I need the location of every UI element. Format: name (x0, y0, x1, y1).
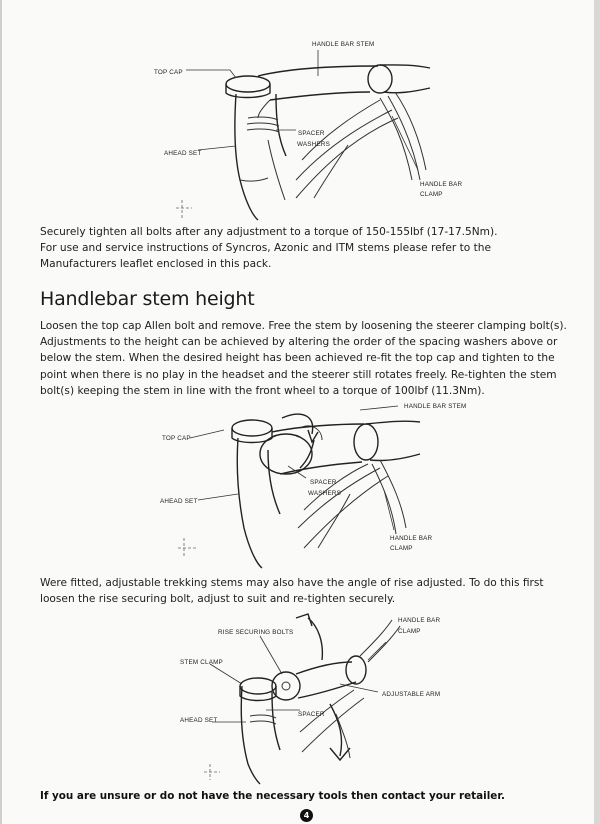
retailer-warning: If you are unsure or do not have the necessary tools then contact your retailer. (40, 790, 505, 802)
label-handle-bar: HANDLE BAR (420, 181, 463, 188)
label-handle-bar: HANDLE BAR (398, 617, 441, 624)
figure-adjustable-stem (0, 612, 600, 784)
label-washers: WASHERS (297, 141, 331, 148)
label-top-cap: TOP CAP (154, 69, 183, 76)
label-clamp: CLAMP (398, 628, 421, 635)
figure-stem-exploded (0, 30, 600, 220)
torque-sentence: Securely tighten all bolts after any adjustment to a torque of 150-155lbf (17-17.5Nm). (40, 226, 498, 238)
label-rise-securing-bolts: RISE SECURING BOLTS (218, 629, 294, 636)
page-number-badge: 4 (300, 809, 313, 822)
label-top-cap: TOP CAP (162, 435, 191, 442)
figure-stem-height (0, 398, 600, 568)
trekking-text: Were fitted, adjustable trekking stems may also have the angle of rise adjusted. To do this first loosen the rise securing bolt, adjust to suit and re-tighten securely. (40, 577, 544, 606)
label-clamp: CLAMP (420, 191, 443, 198)
label-adjustable-arm: ADJUSTABLE ARM (382, 691, 441, 698)
intro-text (40, 224, 570, 273)
label-stem-clamp: STEM CLAMP (180, 659, 223, 666)
label-clamp: CLAMP (390, 545, 413, 552)
manufacturers-sentence: For use and service instructions of Syncros, Azonic and ITM stems please refer to the Manufacturers leaflet enclosed in this pack. (40, 242, 492, 271)
label-handle-bar-stem: HANDLE BAR STEM (312, 41, 375, 48)
label-handle-bar-stem: HANDLE BAR STEM (404, 403, 467, 410)
label-ahead-set: AHEAD SET (160, 498, 198, 505)
label-ahead-set: AHEAD SET (180, 717, 218, 724)
label-spacer: SPACER (310, 479, 337, 486)
label-ahead-set: AHEAD SET (164, 150, 202, 157)
label-handle-bar: HANDLE BAR (390, 535, 433, 542)
section-body: Loosen the top cap Allen bolt and remove. Free the stem by loosening the steerer clamping bolt(s). Adjustments to the height can be achieved by altering the order of the spacing washers above or below the stem. When the desired height has been achieved re-fit the top cap and tighten to the point when there is no play in the headset and the steerer still rotates freely. Re-tighten the stem bolt(s) keeping the stem in line with the front wheel to a torque of 100lbf (11.3Nm). (40, 320, 567, 397)
label-spacer: SPACER (298, 130, 325, 137)
section-heading: Handlebar stem height (40, 288, 255, 310)
label-spacer: SPACER (298, 711, 325, 718)
label-washers: WASHERS (308, 490, 342, 497)
